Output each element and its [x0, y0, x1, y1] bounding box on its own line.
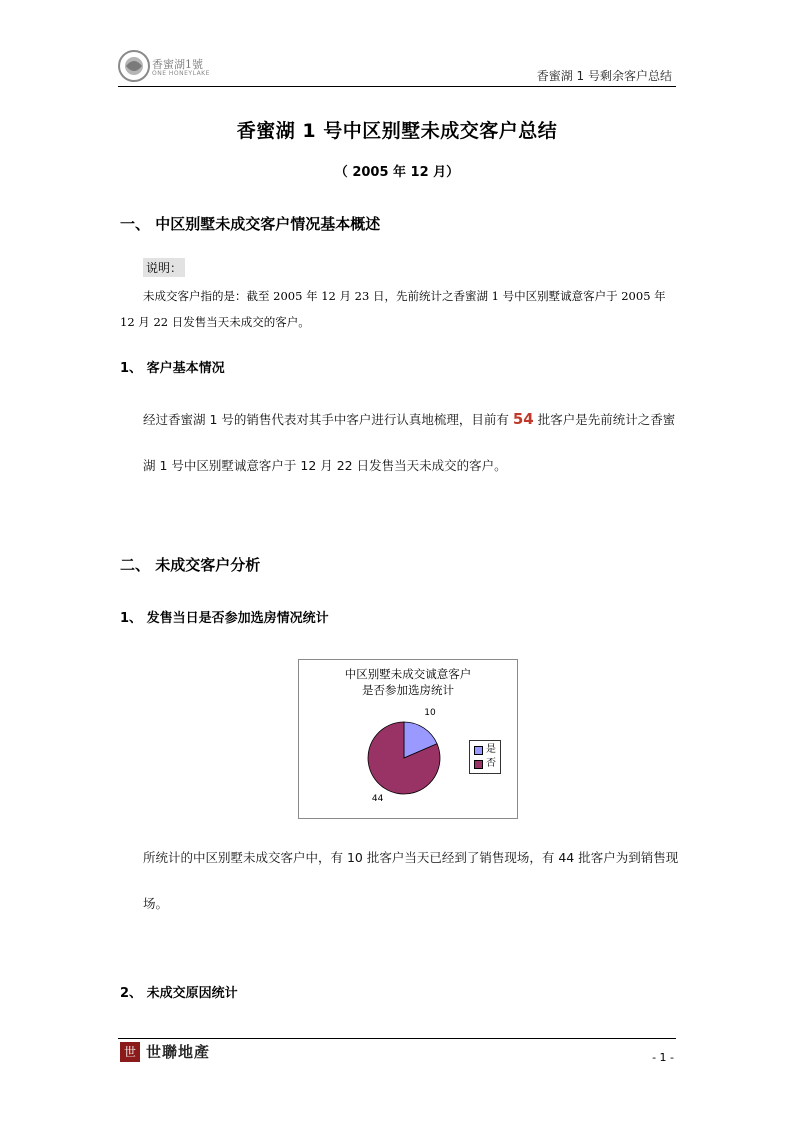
- logo-subtext: ONE HONEYLAKE: [152, 70, 210, 77]
- chart-title-line2: 是否参加选房统计: [362, 683, 454, 697]
- header-title: 香蜜湖 1 号剩余客户总结: [536, 69, 672, 83]
- legend-label-no: 否: [486, 758, 496, 769]
- section1-sub1-heading: 1、 客户基本情况: [120, 361, 225, 376]
- chart-legend: [469, 740, 501, 774]
- pie-data-label-1: 44: [371, 794, 384, 805]
- page-number: - 1 -: [652, 1051, 674, 1064]
- paragraph-text-before: 经过香蜜湖 1 号的销售代表对其手中客户进行认真地梳理，目前有: [143, 412, 513, 427]
- footer-divider: [118, 1038, 676, 1039]
- highlight-count: 54: [512, 410, 534, 428]
- legend-swatch-no: [474, 760, 483, 769]
- note-label: 说明：: [143, 258, 185, 277]
- legend-item-yes: [474, 743, 496, 757]
- header-divider: [118, 86, 676, 87]
- chart-title-line1: 中区别墅未成交诚意客户: [344, 667, 472, 681]
- legend-label-yes: 是: [486, 744, 496, 755]
- footer-company-logo: [120, 1041, 210, 1062]
- section2-sub1-heading: 1、 发售当日是否参加选房情况统计: [120, 611, 329, 626]
- logo-text: 香蜜湖1號: [152, 58, 203, 71]
- section2-heading: 二、 未成交客户分析: [120, 556, 261, 574]
- section2-sub2-heading: 2、 未成交原因统计: [120, 986, 238, 1001]
- legend-swatch-yes: [474, 746, 483, 755]
- section2-sub1-paragraph: 所统计的中区别墅未成交客户中，有 10 批客户当天已经到了销售现场，有 44 批客户为到销售现场。: [143, 850, 679, 911]
- section1-heading: 一、 中区别墅未成交客户情况基本概述: [120, 215, 381, 233]
- pie-chart-svg: [299, 660, 517, 818]
- paragraph-text-after: 批客户是先前统计之香蜜湖 1 号中区别墅诚意客户于 12 月 22 日发售当天未成交的客户。: [143, 412, 676, 473]
- document-title: 香蜜湖 1 号中区别墅未成交客户总结: [236, 120, 558, 142]
- company-mark-icon: 世: [120, 1042, 140, 1062]
- pie-data-label-0: 10: [424, 708, 436, 718]
- pie-chart: [298, 659, 518, 819]
- section1-sub1-paragraph: [143, 396, 683, 489]
- document-date: （ 2005 年 12 月）: [334, 165, 460, 180]
- legend-item-no: [474, 757, 496, 771]
- note-text: 未成交客户指的是：截至 2005 年 12 月 23 日，先前统计之香蜜湖 1 号中区别墅诚意客户于 2005 年 12 月 22 日发售当天未成交的客户。: [120, 289, 666, 329]
- footer-company-name: 世聯地產: [146, 1043, 211, 1061]
